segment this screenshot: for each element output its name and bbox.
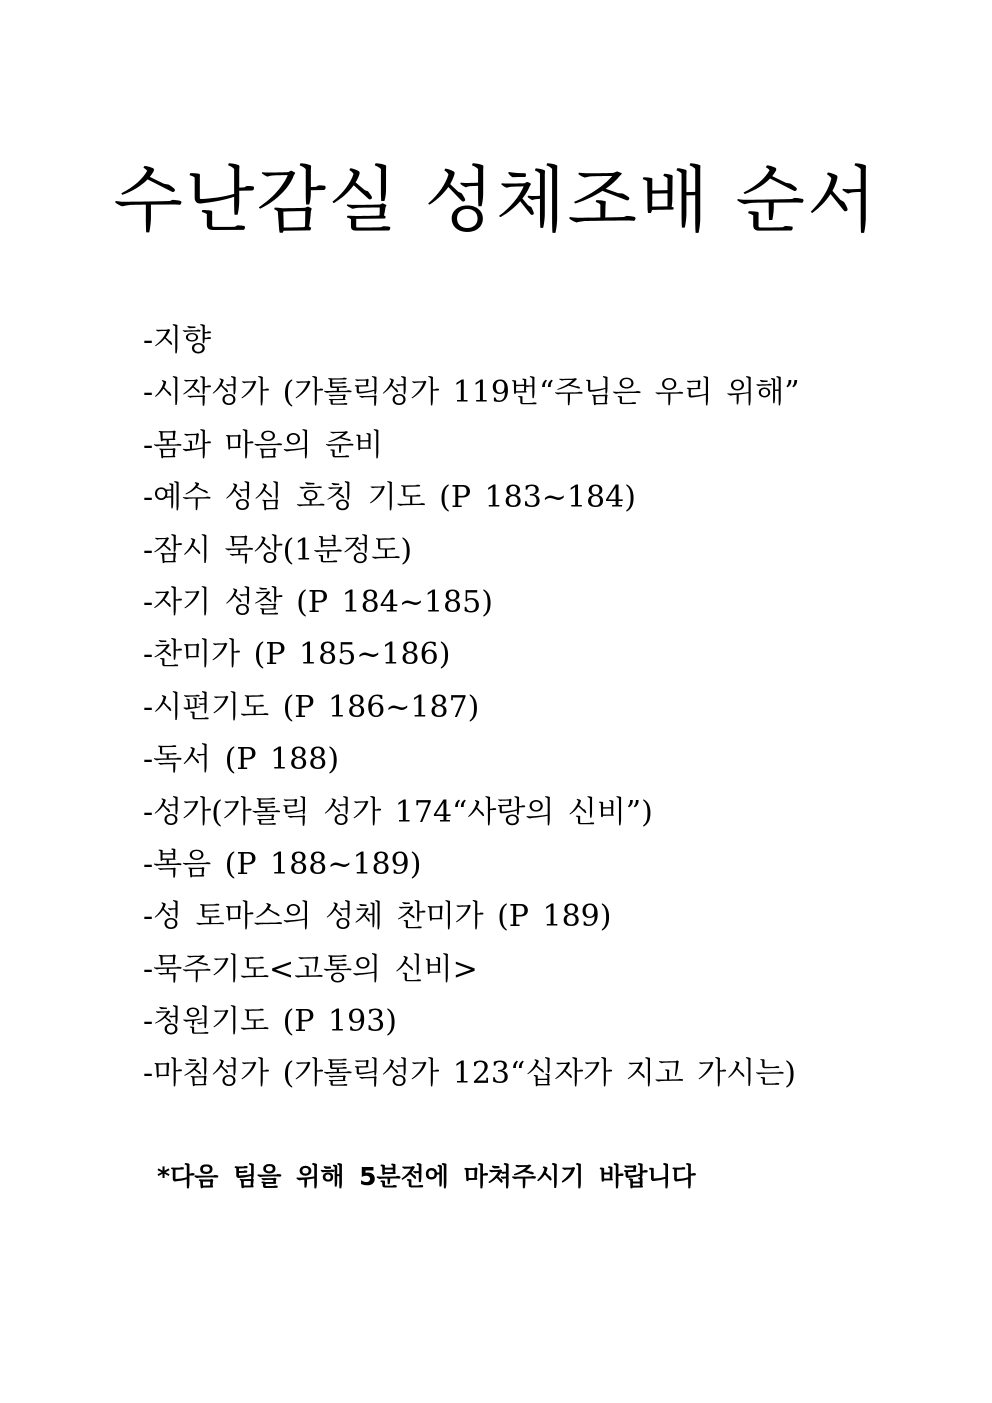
order-item-hymn-174: -성가(가톨릭 성가 174“사랑의 신비”) (143, 794, 653, 830)
page-title: 수난감실 성체조배 순서 (113, 158, 879, 242)
order-item-gospel: -복음 (P 188~189) (143, 846, 422, 882)
order-item-examination: -자기 성찰 (P 184~185) (143, 584, 493, 620)
order-list (143, 315, 963, 1101)
order-item-hymn-of-praise: -찬미가 (P 185~186) (143, 637, 451, 673)
order-item-opening-hymn: -시작성가 (가톨릭성가 119번“주님은 우리 위해” (143, 375, 800, 411)
notice-text: *다음 팀을 위해 5분전에 마쳐주시기 바랍니다 (157, 1162, 696, 1191)
order-item-sacred-heart-litany: -예수 성심 호칭 기도 (P 183~184) (143, 480, 636, 516)
order-item-psalm-prayer: -시편기도 (P 186~187) (143, 689, 480, 725)
order-item-meditation: -잠시 묵상(1분정도) (143, 532, 413, 568)
order-item-rosary: -묵주기도<고통의 신비> (143, 951, 478, 987)
order-item-intention: -지향 (143, 323, 212, 358)
order-item-st-thomas-hymn: -성 토마스의 성체 찬미가 (P 189) (143, 899, 612, 935)
order-item-petition-prayer: -청원기도 (P 193) (143, 1004, 397, 1040)
order-item-reading: -독서 (P 188) (143, 742, 340, 778)
order-item-closing-hymn: -마침성가 (가톨릭성가 123“십자가 지고 가시는) (143, 1056, 796, 1092)
order-item-preparation: -몸과 마음의 준비 (143, 427, 384, 463)
